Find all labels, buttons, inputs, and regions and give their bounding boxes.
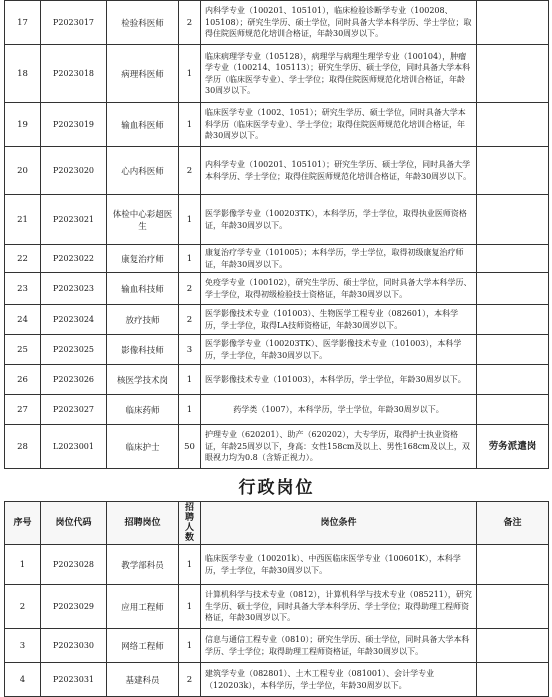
table-header-row [5, 502, 549, 545]
post-name: 影像科技师 [107, 335, 179, 365]
row-number: 27 [5, 395, 41, 425]
post-name: 教学部科员 [107, 545, 179, 585]
post-name: 临床护士 [107, 425, 179, 469]
header-remarks: 备注 [477, 502, 549, 545]
table-row [5, 335, 549, 365]
hire-count: 1 [179, 395, 201, 425]
hire-count: 1 [179, 545, 201, 585]
post-code: P2023028 [41, 545, 107, 585]
post-name: 病理科医师 [107, 45, 179, 103]
post-conditions: 信息与通信工程专业（0810）；研究生学历、硕士学位，同时具备大学本科学历、学士学位；取得助理工程师资格证，年龄30周岁以下。 [201, 629, 477, 663]
post-code: P2023027 [41, 395, 107, 425]
row-number: 17 [5, 1, 41, 45]
header-code: 岗位代码 [41, 502, 107, 545]
remarks [477, 1, 549, 45]
hire-count: 1 [179, 103, 201, 147]
table-row [5, 147, 549, 195]
post-code: P2023017 [41, 1, 107, 45]
row-number: 25 [5, 335, 41, 365]
post-name: 体检中心彩超医生 [107, 195, 179, 245]
post-name: 网络工程师 [107, 629, 179, 663]
post-name: 应用工程师 [107, 585, 179, 629]
post-conditions: 临床医学专业（100201k）、中西医临床医学专业（100601K），本科学历，学士学位，年龄30周岁以下。 [201, 545, 477, 585]
post-code: P2023031 [41, 663, 107, 697]
remarks: 劳务派遣岗 [477, 425, 549, 469]
row-number: 20 [5, 147, 41, 195]
table-row [5, 305, 549, 335]
post-conditions: 医学影像学专业（100203TK），本科学历，学士学位，取得执业医师资格证，年龄30周岁以下。 [201, 195, 477, 245]
post-name: 输血科技师 [107, 273, 179, 305]
post-conditions: 医学影像技术专业（101003），本科学历，学士学位，年龄30周岁以下。 [201, 365, 477, 395]
post-conditions: 药学类（1007），本科学历，学士学位，年龄30周岁以下。 [201, 395, 477, 425]
table-row [5, 395, 549, 425]
hire-count: 2 [179, 273, 201, 305]
post-conditions: 康复治疗学专业（101005）；本科学历，学士学位，取得初级康复治疗师证，年龄30周岁以下。 [201, 245, 477, 273]
remarks [477, 365, 549, 395]
remarks [477, 629, 549, 663]
row-number: 1 [5, 545, 41, 585]
remarks [477, 585, 549, 629]
remarks [477, 245, 549, 273]
post-name: 核医学技术岗 [107, 365, 179, 395]
post-name: 心内科医师 [107, 147, 179, 195]
table-row [5, 629, 549, 663]
hire-count: 2 [179, 147, 201, 195]
post-code: P2023019 [41, 103, 107, 147]
hire-count: 1 [179, 629, 201, 663]
table-row [5, 365, 549, 395]
remarks [477, 335, 549, 365]
header-count: 招聘人数 [179, 502, 201, 545]
section-title: 行政岗位 [5, 469, 549, 502]
post-code: P2023030 [41, 629, 107, 663]
post-code: P2023029 [41, 585, 107, 629]
post-code: P2023021 [41, 195, 107, 245]
remarks [477, 147, 549, 195]
row-number: 3 [5, 629, 41, 663]
post-name: 临床药师 [107, 395, 179, 425]
hire-count: 1 [179, 365, 201, 395]
section-title-row [5, 469, 549, 502]
post-code: P2023024 [41, 305, 107, 335]
post-conditions: 计算机科学与技术专业（0812），计算机科学与技术专业（085211），研究生学历、硕士学位，同时具备大学本科学历、学士学位；取得助理工程师资格证，年龄30周岁以下。 [201, 585, 477, 629]
post-name: 放疗技师 [107, 305, 179, 335]
post-conditions: 内科学专业（100201、105101），临床检验诊断学专业（100208、105108）；研究生学历、硕士学位，同时具备大学本科学历、学士学位；取得住院医师规范化培训合格证，年龄30周岁以下。 [201, 1, 477, 45]
post-conditions: 内科学专业（100201、105101）；研究生学历、硕士学位，同时具备大学本科学历、学士学位；取得住院医师规范化培训合格证，年龄30周岁以下。 [201, 147, 477, 195]
table-row [5, 273, 549, 305]
table-row [5, 585, 549, 629]
hire-count: 50 [179, 425, 201, 469]
table-row [5, 545, 549, 585]
post-code: P2023018 [41, 45, 107, 103]
hire-count: 1 [179, 245, 201, 273]
hire-count: 1 [179, 45, 201, 103]
recruitment-table [4, 0, 549, 697]
post-conditions: 医学影像技术专业（101003）、生物医学工程专业（082601），本科学历，学士学位，取得LA技师资格证，年龄30周岁以下。 [201, 305, 477, 335]
remarks [477, 545, 549, 585]
remarks [477, 103, 549, 147]
remarks [477, 45, 549, 103]
table-row [5, 245, 549, 273]
post-name: 检验科医师 [107, 1, 179, 45]
table-row [5, 1, 549, 45]
row-number: 19 [5, 103, 41, 147]
post-conditions: 临床医学专业（1002、1051）；研究生学历、硕士学位，同时具备大学本科学历（临床医学专业）、学士学位；取得住院医师规范化培训合格证，年龄30周岁以下。 [201, 103, 477, 147]
post-code: L2023001 [41, 425, 107, 469]
post-conditions: 建筑学专业（082801）、土木工程专业（081001）、会计学专业（120203k），本科学历，学士学位，年龄30周岁以下。 [201, 663, 477, 697]
header-number: 序号 [5, 502, 41, 545]
table-row [5, 45, 549, 103]
row-number: 22 [5, 245, 41, 273]
row-number: 4 [5, 663, 41, 697]
hire-count: 1 [179, 585, 201, 629]
remarks [477, 663, 549, 697]
remarks [477, 195, 549, 245]
row-number: 18 [5, 45, 41, 103]
hire-count: 2 [179, 1, 201, 45]
post-code: P2023023 [41, 273, 107, 305]
table-row [5, 425, 549, 469]
post-conditions: 护理专业（620201）、助产（620202），大专学历，取得护士执业资格证，年龄25周岁以下，身高：女性158cm及以上、男性168cm及以上，双眼视力均为0.8（含矫正视力）。 [201, 425, 477, 469]
row-number: 26 [5, 365, 41, 395]
table-row [5, 663, 549, 697]
post-name: 输血科医师 [107, 103, 179, 147]
header-post: 招聘岗位 [107, 502, 179, 545]
remarks [477, 305, 549, 335]
hire-count: 1 [179, 195, 201, 245]
table-row [5, 103, 549, 147]
row-number: 23 [5, 273, 41, 305]
post-code: P2023020 [41, 147, 107, 195]
hire-count: 3 [179, 335, 201, 365]
header-conditions: 岗位条件 [201, 502, 477, 545]
remarks [477, 395, 549, 425]
table-row [5, 195, 549, 245]
row-number: 28 [5, 425, 41, 469]
row-number: 24 [5, 305, 41, 335]
row-number: 21 [5, 195, 41, 245]
post-code: P2023026 [41, 365, 107, 395]
post-conditions: 医学影像学专业（100203TK）、医学影像技术专业（101003），本科学历，学士学位，年龄30周岁以下。 [201, 335, 477, 365]
post-conditions: 免疫学专业（100102），研究生学历、硕士学位，同时具备大学本科学历、学士学位，取得初级检验技士资格证，年龄30周岁以下。 [201, 273, 477, 305]
hire-count: 2 [179, 305, 201, 335]
post-code: P2023022 [41, 245, 107, 273]
post-code: P2023025 [41, 335, 107, 365]
post-name: 康复治疗师 [107, 245, 179, 273]
post-conditions: 临床病理学专业（105128），病理学与病理生理学专业（100104），肿瘤学专业（100214、105113）；研究生学历、硕士学位，同时具备大学本科学历（临床医学专业）、学士学位；取得住院医师规范化培训合格证，年龄30周岁以下。 [201, 45, 477, 103]
hire-count: 2 [179, 663, 201, 697]
remarks [477, 273, 549, 305]
row-number: 2 [5, 585, 41, 629]
post-name: 基建科员 [107, 663, 179, 697]
